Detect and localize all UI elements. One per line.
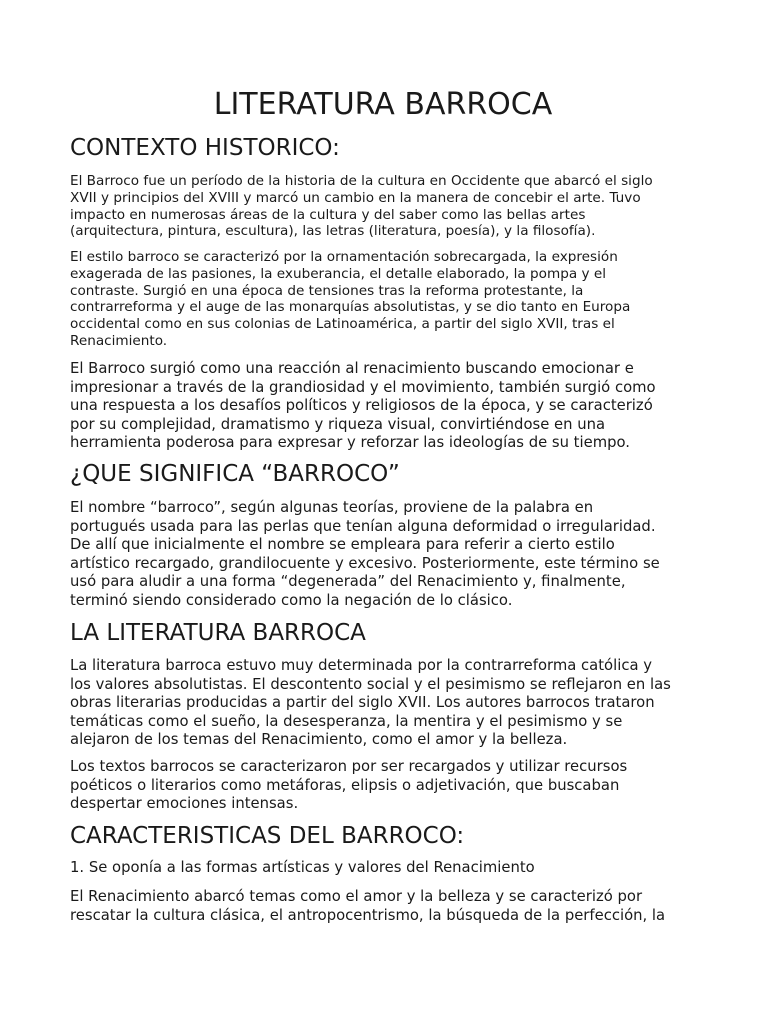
text-line: alejaron de los temas del Renacimiento, como el amor y la belleza. xyxy=(70,731,568,749)
text-line: portugués usada para las perlas que tenían alguna deformidad o irregularidad. xyxy=(70,517,656,535)
text-line: exagerada de las pasiones, la exuberancia, el detalle elaborado, la pompa y el xyxy=(70,265,606,282)
text-line: poéticos o literarios como metáforas, elipsis o adjetivación, que buscaban xyxy=(70,776,620,794)
paragraph xyxy=(70,173,653,240)
paragraph xyxy=(70,758,627,814)
text-line: El nombre “barroco”, según algunas teorías, proviene de la palabra en xyxy=(70,499,594,516)
text-line: XVII y principios del XVIII y marcó un cambio en la manera de concebir el arte. Tuvo xyxy=(70,189,641,206)
text-line: 1. Se oponía a las formas artísticas y valores del Renacimiento xyxy=(70,859,535,876)
text-line: los valores absolutistas. El descontento social y el pesimismo se reflejaron en las xyxy=(70,675,671,693)
text-line: Los textos barrocos se caracterizaron por ser recargados y utilizar recursos xyxy=(70,758,628,775)
text-line: despertar emociones intensas. xyxy=(70,795,299,813)
text-line: rescatar la cultura clásica, el antropocentrismo, la búsqueda de la perfección, la xyxy=(70,906,666,924)
section-heading-caracteristicas-del-barroco: CARACTERISTICAS DEL BARROCO: xyxy=(70,823,465,849)
text-line: artístico recargado, grandilocuente y excesivo. Posteriormente, este término se xyxy=(70,554,660,572)
section-heading-la-literatura-barroca: LA LITERATURA BARROCA xyxy=(70,620,366,646)
text-line: impacto en numerosas áreas de la cultura y del saber como las bellas artes xyxy=(70,206,586,223)
paragraph xyxy=(70,249,630,350)
paragraph xyxy=(70,657,671,750)
text-line: impresionar a través de la grandiosidad y el movimiento, también surgió como xyxy=(70,378,656,396)
text-line: obras literarias producidas a partir del siglo XVII. Los autores barrocos trataron xyxy=(70,694,655,712)
text-line: temáticas como el sueño, la desesperanza, la mentira y el pesimismo y se xyxy=(70,712,623,730)
text-line: El Barroco surgió como una reacción al renacimiento buscando emocionar e xyxy=(70,360,634,377)
text-line: El Renacimiento abarcó temas como el amor y la belleza y se caracterizó por xyxy=(70,888,643,905)
paragraph xyxy=(70,859,535,878)
text-line: Renacimiento. xyxy=(70,332,168,349)
paragraph xyxy=(70,888,665,925)
paragraph xyxy=(70,360,656,453)
text-line: De allí que inicialmente el nombre se empleara para referir a cierto estilo xyxy=(70,536,615,554)
text-line: El Barroco fue un período de la historia de la cultura en Occidente que abarcó el siglo xyxy=(70,173,653,189)
section-heading-que-significa-barroco: ¿QUE SIGNIFICA “BARROCO” xyxy=(70,461,400,487)
document-title: LITERATURA BARROCA xyxy=(213,87,553,122)
text-line: La literatura barroca estuvo muy determinada por la contrarreforma católica y xyxy=(70,657,652,674)
section-heading-contexto-historico: CONTEXTO HISTORICO: xyxy=(70,135,340,161)
text-line: usó para aludir a una forma “degenerada” del Renacimiento y, finalmente, xyxy=(70,573,626,591)
text-line: (arquitectura, pintura, escultura), las letras (literatura, poesía), y la filosofía). xyxy=(70,223,596,240)
text-line: El estilo barroco se caracterizó por la ornamentación sobrecargada, la expresión xyxy=(70,249,618,265)
text-line: por su complejidad, dramatismo y riqueza visual, convirtiéndose en una xyxy=(70,415,606,433)
text-line: terminó siendo considerado como la negación de lo clásico. xyxy=(70,591,513,609)
text-line: contraste. Surgió en una época de tensiones tras la reforma protestante, la xyxy=(70,282,584,299)
text-line: herramienta poderosa para expresar y reforzar las ideologías de su tiempo. xyxy=(70,434,630,452)
text-line: contrarreforma y el auge de las monarquías absolutistas, y se dio tanto en Europa xyxy=(70,299,631,316)
paragraph xyxy=(70,499,660,611)
text-line: una respuesta a los desafíos políticos y religiosos de la época, y se caracterizó xyxy=(70,397,653,415)
text-line: occidental como en sus colonias de Latinoamérica, a partir del siglo XVII, tras el xyxy=(70,316,615,333)
